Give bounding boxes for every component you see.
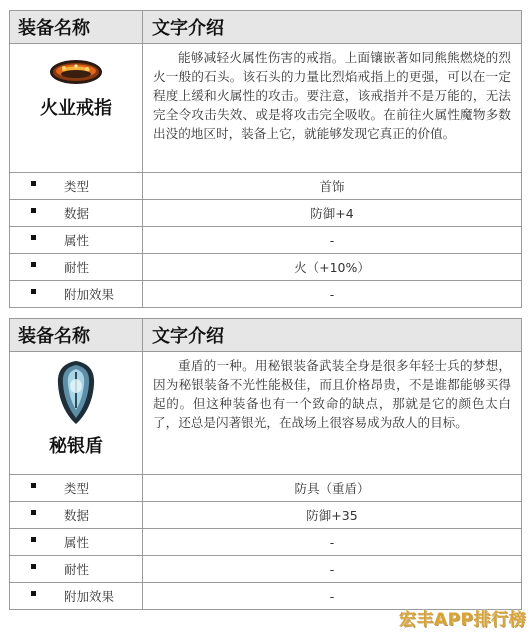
- stat-row: [10, 227, 522, 254]
- stat-row: [10, 502, 522, 529]
- item-row: [10, 44, 522, 173]
- stat-label: 数据: [64, 508, 90, 523]
- bullet-icon: [31, 181, 36, 186]
- stat-row: [10, 173, 522, 200]
- fire-ring-icon: [46, 50, 106, 90]
- stat-label: 耐性: [64, 562, 90, 577]
- equipment-table-1: [9, 10, 522, 308]
- stat-row: [10, 254, 522, 281]
- stat-label: 属性: [64, 535, 90, 550]
- stat-row: [10, 200, 522, 227]
- stat-label: 属性: [64, 233, 90, 248]
- stat-row: [10, 529, 522, 556]
- bullet-icon: [31, 591, 36, 596]
- header-name: 装备名称: [10, 11, 143, 44]
- stat-value: 火（+10%）: [143, 254, 522, 281]
- stat-value: 防御+35: [143, 502, 522, 529]
- stat-value: 首饰: [143, 173, 522, 200]
- bullet-icon: [31, 208, 36, 213]
- stat-row: [10, 281, 522, 308]
- header-desc: 文字介绍: [143, 319, 522, 352]
- item-name: 火业戒指: [40, 98, 112, 119]
- item-name: 秘银盾: [49, 436, 103, 457]
- stat-row: [10, 556, 522, 583]
- bullet-icon: [31, 483, 36, 488]
- stat-value: -: [143, 281, 522, 308]
- bullet-icon: [31, 510, 36, 515]
- item-row: [10, 352, 522, 475]
- stat-value: -: [143, 583, 522, 610]
- stat-value: -: [143, 556, 522, 583]
- bullet-icon: [31, 537, 36, 542]
- bullet-icon: [31, 262, 36, 267]
- stat-value: 防具（重盾）: [143, 475, 522, 502]
- stat-value: -: [143, 227, 522, 254]
- stat-label: 类型: [64, 481, 90, 496]
- stat-label: 耐性: [64, 260, 90, 275]
- stat-label: 数据: [64, 206, 90, 221]
- mithril-shield-icon: [54, 358, 98, 428]
- item-description: 重盾的一种。用秘银装备武装全身是很多年轻士兵的梦想，因为秘银装备不光性能极佳，而且价格昂贵，不是谁都能够买得起的。但这种装备也有一个致命的缺点，那就是它的颜色太白了，还总是闪著银光，在战场上很容易成为敌人的目标。: [143, 352, 522, 475]
- bullet-icon: [31, 289, 36, 294]
- stat-label: 类型: [64, 179, 90, 194]
- stat-label: 附加效果: [64, 287, 115, 302]
- table-header: [10, 319, 522, 352]
- table-header: [10, 11, 522, 44]
- watermark: 宏丰APP排行榜: [398, 610, 526, 630]
- equipment-page: [9, 10, 521, 610]
- stat-row: [10, 475, 522, 502]
- header-desc: 文字介绍: [143, 11, 522, 44]
- item-description: 能够减轻火属性伤害的戒指。上面镶嵌著如同熊熊燃烧的烈火一般的石头。该石头的力量比烈焰戒指上的更强，可以在一定程度上缓和火属性的攻击。要注意，该戒指并不是万能的，无法完全令攻击失效、或是将攻击完全吸收。在前往火属性魔物多数出没的地区时，装备上它，就能够发现它真正的价值。: [143, 44, 522, 173]
- bullet-icon: [31, 235, 36, 240]
- bullet-icon: [31, 564, 36, 569]
- header-name: 装备名称: [10, 319, 143, 352]
- stat-value: -: [143, 529, 522, 556]
- equipment-table-2: [9, 318, 522, 610]
- item-cell: [10, 44, 143, 173]
- stat-label: 附加效果: [64, 589, 115, 604]
- stat-value: 防御+4: [143, 200, 522, 227]
- item-cell: [10, 352, 143, 475]
